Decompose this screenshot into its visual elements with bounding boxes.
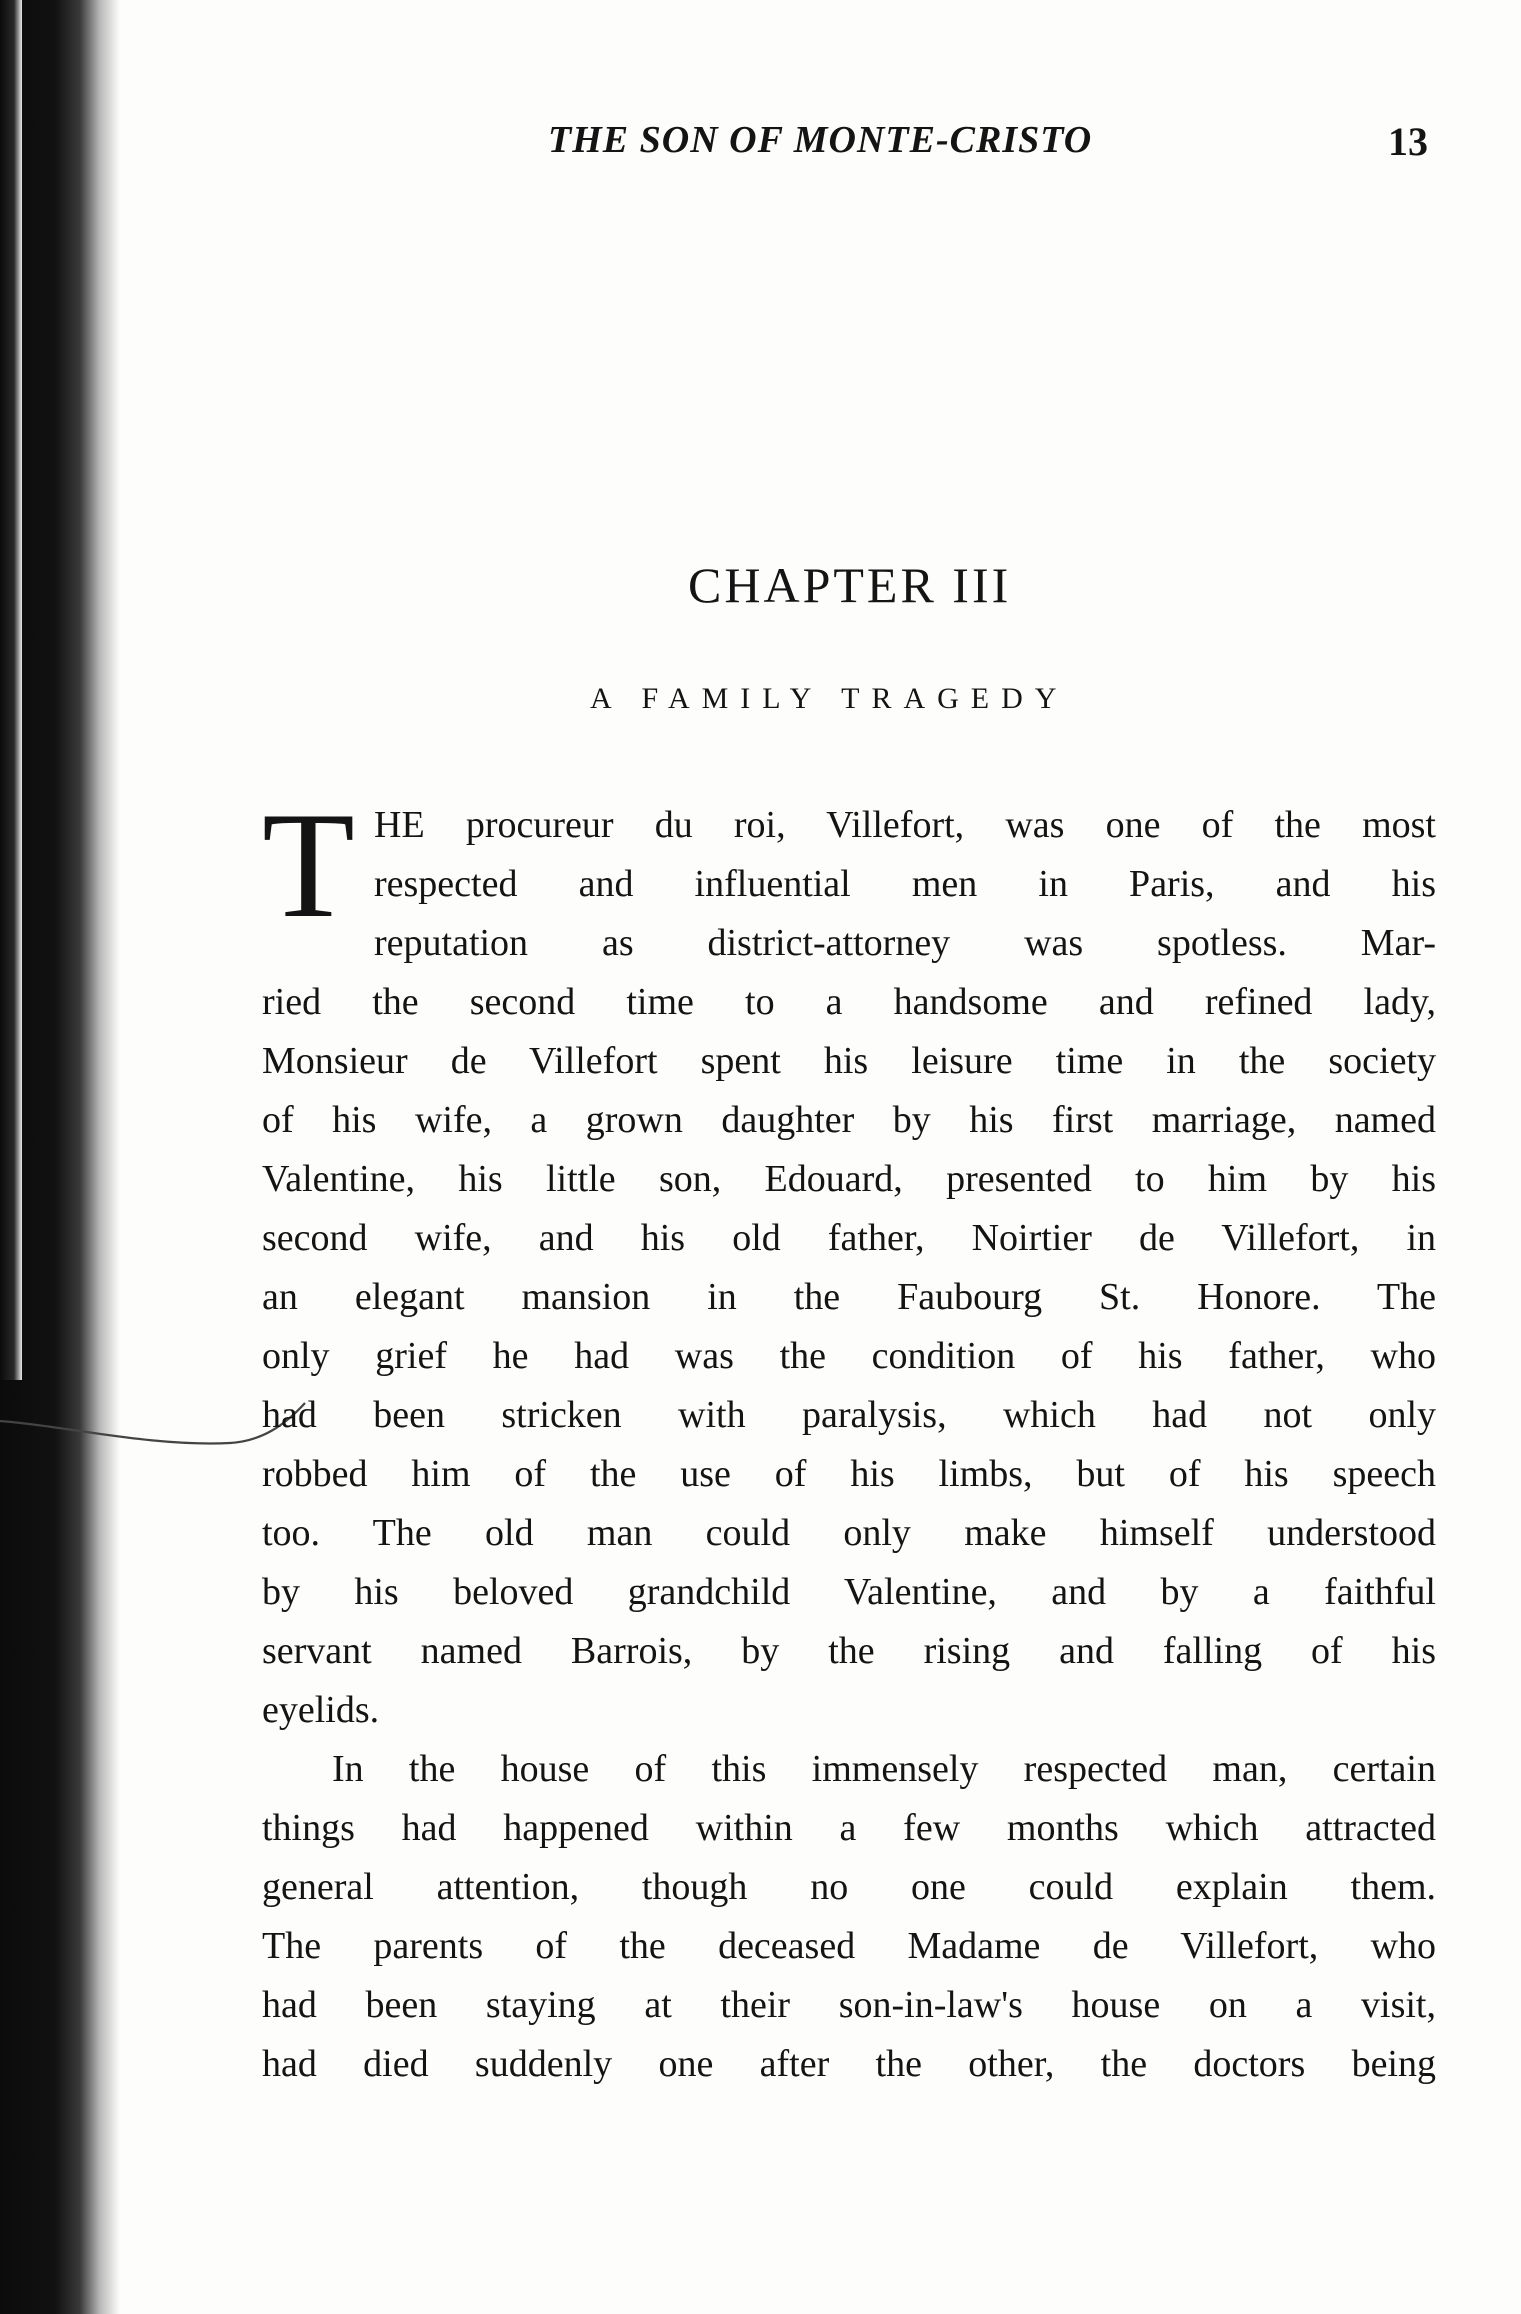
text-line: servant named Barrois, by the rising and falling of his bbox=[262, 1630, 1436, 1672]
text-line: things had happened within a few months which attracted bbox=[262, 1807, 1436, 1849]
drop-cap: T bbox=[262, 781, 355, 949]
text-line: Valentine, his little son, Edouard, presented to him by his bbox=[262, 1158, 1436, 1200]
text-line: Monsieur de Villefort spent his leisure time in the society bbox=[262, 1040, 1436, 1082]
text-line: robbed him of the use of his limbs, but of his speech bbox=[262, 1453, 1436, 1495]
text-line: only grief he had was the condition of his father, who bbox=[262, 1335, 1436, 1377]
page-binding-edge bbox=[0, 0, 22, 1380]
page-number: 13 bbox=[1388, 119, 1428, 164]
text-line: ried the second time to a handsome and refined lady, bbox=[262, 981, 1436, 1023]
body-text bbox=[262, 796, 1436, 2094]
chapter-subtitle: A FAMILY TRAGEDY bbox=[590, 682, 1069, 715]
text-line: had died suddenly one after the other, the doctors being bbox=[262, 2043, 1436, 2085]
running-title: THE SON OF MONTE-CRISTO bbox=[548, 119, 1093, 161]
text-line: The parents of the deceased Madame de Villefort, who bbox=[262, 1925, 1436, 1967]
text-line: respected and influential men in Paris, and his bbox=[374, 863, 1436, 905]
text-line: HE procureur du roi, Villefort, was one of the most bbox=[374, 804, 1436, 846]
text-line: had been stricken with paralysis, which had not only bbox=[262, 1394, 1436, 1436]
text-line: too. The old man could only make himself understood bbox=[262, 1512, 1436, 1554]
text-line: reputation as district-attorney was spotless. Mar- bbox=[374, 922, 1436, 964]
text-line: had been staying at their son-in-law's house on a visit, bbox=[262, 1984, 1436, 2026]
text-line: general attention, though no one could explain them. bbox=[262, 1866, 1436, 1908]
text-line: of his wife, a grown daughter by his first marriage, named bbox=[262, 1099, 1436, 1141]
text-line: second wife, and his old father, Noirtier de Villefort, in bbox=[262, 1217, 1436, 1259]
text-line: eyelids. bbox=[262, 1689, 380, 1731]
chapter-title: CHAPTER III bbox=[688, 557, 1012, 613]
text-line: an elegant mansion in the Faubourg St. Honore. The bbox=[262, 1276, 1436, 1318]
text-line: In the house of this immensely respected man, certain bbox=[332, 1748, 1436, 1790]
text-line: by his beloved grandchild Valentine, and by a faithful bbox=[262, 1571, 1436, 1613]
